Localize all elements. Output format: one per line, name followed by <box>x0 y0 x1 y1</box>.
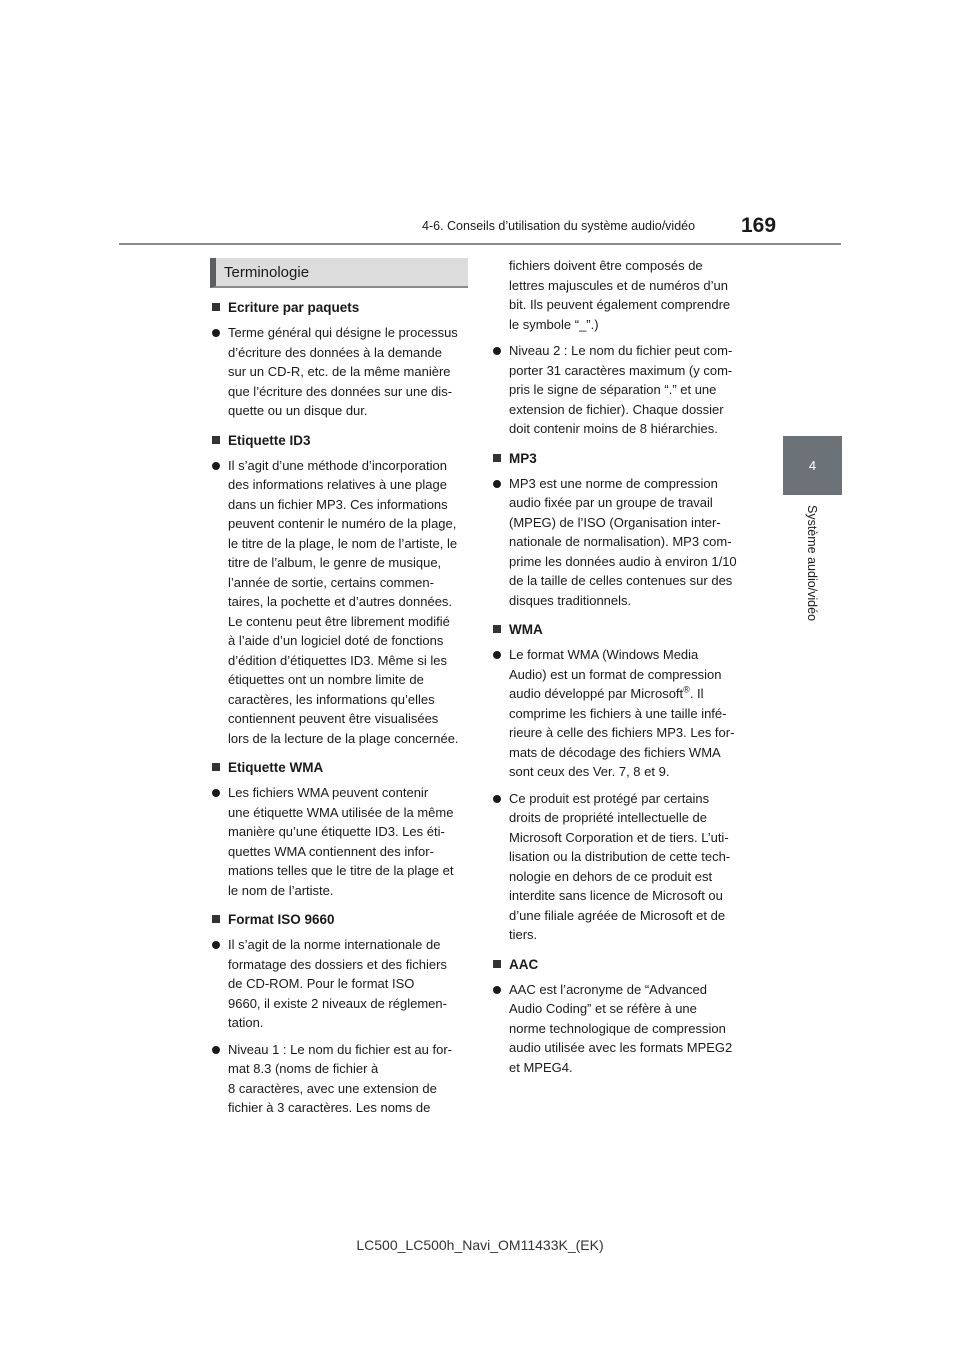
round-bullet-icon <box>212 941 220 949</box>
left-column <box>210 258 468 1125</box>
round-bullet-icon <box>493 795 501 803</box>
square-bullet-icon <box>212 763 220 771</box>
round-bullet-icon <box>212 789 220 797</box>
subhead-etiquette-wma: Etiquette WMA <box>210 758 468 777</box>
bullet-etiquette-wma: Les fichiers WMA peuvent contenir une étiquette WMA utilisée de la même manière qu’une étiquette ID3. Les éti- quettes WMA contiennent des infor- mations telles que le titre de la plage et le nom de l’artiste. <box>210 783 468 900</box>
round-bullet-icon <box>212 329 220 337</box>
bullet-aac: AAC est l’acronyme de “Advanced Audio Coding” et se réfère à une norme technologique de compression audio utilisée avec les formats MPEG2 et MPEG4. <box>491 980 749 1078</box>
subhead-ecriture-paquets: Ecriture par paquets <box>210 298 468 317</box>
section-box-title: Terminologie <box>224 263 310 281</box>
subhead-mp3: MP3 <box>491 449 749 468</box>
chapter-tab <box>783 436 842 495</box>
square-bullet-icon <box>493 454 501 462</box>
header-rule <box>119 243 841 245</box>
round-bullet-icon <box>493 347 501 355</box>
bullet-wma-droits: Ce produit est protégé par certains droits de propriété intellectuelle de Microsoft Corporation et de tiers. L’uti- lisation ou la distribution de cette tech- nologie en dehors de ce produit est interdite sans licence de Microsoft ou d’une filiale agréée de Microsoft et de tiers. <box>491 789 749 945</box>
square-bullet-icon <box>493 625 501 633</box>
section-box-terminologie <box>210 258 468 288</box>
round-bullet-icon <box>493 651 501 659</box>
bullet-iso-norme: Il s’agit de la norme internationale de formatage des dossiers et des fichiers de CD-ROM. Pour le format ISO 9660, il existe 2 niveaux de réglemen- tation. <box>210 935 468 1033</box>
square-bullet-icon <box>212 436 220 444</box>
round-bullet-icon <box>212 1046 220 1054</box>
footer-model-code: LC500_LC500h_Navi_OM11433K_(EK) <box>356 1237 604 1253</box>
bullet-mp3: MP3 est une norme de compression audio fixée par un groupe de travail (MPEG) de l’ISO (Organisation inter- nationale de normalisation). MP3 com- prime les données audio à environ 1/10 de la taille de celles contenues sur des disques traditionnels. <box>491 474 749 611</box>
round-bullet-icon <box>493 480 501 488</box>
bullet-iso-niveau1: Niveau 1 : Le nom du fichier est au for- mat 8.3 (noms de fichier à 8 caractères, avec une extension de fichier à 3 caractères. Les noms de <box>210 1040 468 1118</box>
bullet-wma-format: Le format WMA (Windows Media Audio) est un format de compression audio développé par Microsoft®. Il comprime les fichiers à une taille infé- rieure à celle des fichiers MP3. Les for- mats de décodage des fichiers WMA sont ceux des Ver. 7, 8 et 9. <box>491 645 749 782</box>
square-bullet-icon <box>212 303 220 311</box>
round-bullet-icon <box>212 462 220 470</box>
subhead-aac: AAC <box>491 955 749 974</box>
chapter-number: 4 <box>808 458 817 473</box>
bullet-etiquette-id3: Il s’agit d’une méthode d’incorporation des informations relatives à une plage dans un fichier MP3. Ces informations peuvent contenir le numéro de la plage, le titre de la plage, le nom de l’artiste, le titre de l’album, le genre de musique, l’année de sortie, certains commen- taires, la pochette et d’autres données. Le contenu peut être librement modifié à l’aide d’un logiciel doté de fonctions d’édition d’étiquettes ID3. Même si les étiquettes ont un nombre limite de caractères, les informations qu’elles contiennent peuvent être visualisées lors de la lecture de la plage concernée. <box>210 456 468 749</box>
header-section-title: 4-6. Conseils d’utilisation du système audio/vidéo <box>422 219 696 233</box>
chapter-title-vertical: Système audio/vidéo <box>805 505 819 622</box>
round-bullet-icon <box>493 986 501 994</box>
square-bullet-icon <box>212 915 220 923</box>
right-column <box>491 256 749 1084</box>
page-number: 169 <box>741 214 777 237</box>
square-bullet-icon <box>493 960 501 968</box>
subhead-wma: WMA <box>491 620 749 639</box>
subhead-format-iso: Format ISO 9660 <box>210 910 468 929</box>
bullet-iso-niveau2: Niveau 2 : Le nom du fichier peut com- porter 31 caractères maximum (y com- pris le signe de séparation “.” et une extension de fichier). Chaque dossier doit contenir moins de 8 hiérarchies. <box>491 341 749 439</box>
subhead-etiquette-id3: Etiquette ID3 <box>210 431 468 450</box>
registered-mark: ® <box>683 684 690 695</box>
bullet-ecriture-paquets: Terme général qui désigne le processus d’écriture des données à la demande sur un CD-R, etc. de la même manière que l’écriture des données sur une dis- quette ou un disque dur. <box>210 323 468 421</box>
continuation-niveau1: fichiers doivent être composés de lettres majuscules et de numéros d’un bit. Ils peuvent également comprendre le symbole “_”.) <box>509 258 731 332</box>
